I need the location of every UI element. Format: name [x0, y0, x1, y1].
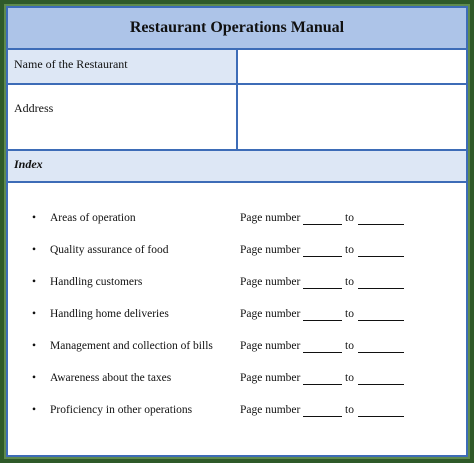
page-from-blank[interactable]	[303, 224, 342, 225]
index-item	[8, 308, 466, 328]
index-item	[8, 276, 466, 296]
page-to-blank[interactable]	[358, 320, 404, 321]
index-item	[8, 244, 466, 264]
restaurant-name-field[interactable]	[238, 50, 466, 83]
page-to-blank[interactable]	[358, 288, 404, 289]
to-label: to	[345, 372, 354, 384]
restaurant-name-label: Name of the Restaurant	[8, 50, 238, 83]
index-item-label: Areas of operation	[50, 212, 136, 224]
index-item	[8, 404, 466, 424]
page-number-label: Page number	[240, 308, 301, 320]
page-from-blank[interactable]	[303, 256, 342, 257]
to-label: to	[345, 308, 354, 320]
restaurant-name-row	[8, 50, 466, 85]
page-from-blank[interactable]	[303, 384, 342, 385]
index-item-label: Proficiency in other operations	[50, 404, 193, 416]
bullet-icon: •	[32, 244, 37, 256]
bullet-icon: •	[32, 212, 37, 224]
index-item	[8, 212, 466, 232]
page-to-blank[interactable]	[358, 384, 404, 385]
bullet-icon: •	[32, 340, 37, 352]
page-number-label: Page number	[240, 372, 301, 384]
page-number-label: Page number	[240, 404, 301, 416]
bullet-icon: •	[32, 372, 37, 384]
page-to-blank[interactable]	[358, 416, 404, 417]
page-from-blank[interactable]	[303, 320, 342, 321]
index-item-label: Handling customers	[50, 276, 143, 288]
index-item-label: Awareness about the taxes	[50, 372, 172, 384]
page-number-label: Page number	[240, 340, 301, 352]
index-heading: Index	[8, 151, 466, 183]
index-item	[8, 340, 466, 360]
index-item	[8, 372, 466, 392]
bullet-icon: •	[32, 404, 37, 416]
index-item-label: Handling home deliveries	[50, 308, 169, 320]
address-field[interactable]	[238, 85, 466, 149]
page-number-label: Page number	[240, 212, 301, 224]
page-from-blank[interactable]	[303, 416, 342, 417]
to-label: to	[345, 404, 354, 416]
page-number-label: Page number	[240, 276, 301, 288]
to-label: to	[345, 244, 354, 256]
to-label: to	[345, 340, 354, 352]
index-item-label: Quality assurance of food	[50, 244, 169, 256]
form-title: Restaurant Operations Manual	[8, 8, 466, 50]
page-number-label: Page number	[240, 244, 301, 256]
bullet-icon: •	[32, 276, 37, 288]
page-to-blank[interactable]	[358, 256, 404, 257]
manual-form	[6, 6, 468, 457]
to-label: to	[345, 276, 354, 288]
address-row	[8, 85, 466, 151]
to-label: to	[345, 212, 354, 224]
index-item-label: Management and collection of bills	[50, 340, 213, 352]
address-label: Address	[8, 85, 238, 149]
page-from-blank[interactable]	[303, 352, 342, 353]
page-from-blank[interactable]	[303, 288, 342, 289]
bullet-icon: •	[32, 308, 37, 320]
page-to-blank[interactable]	[358, 224, 404, 225]
page-to-blank[interactable]	[358, 352, 404, 353]
